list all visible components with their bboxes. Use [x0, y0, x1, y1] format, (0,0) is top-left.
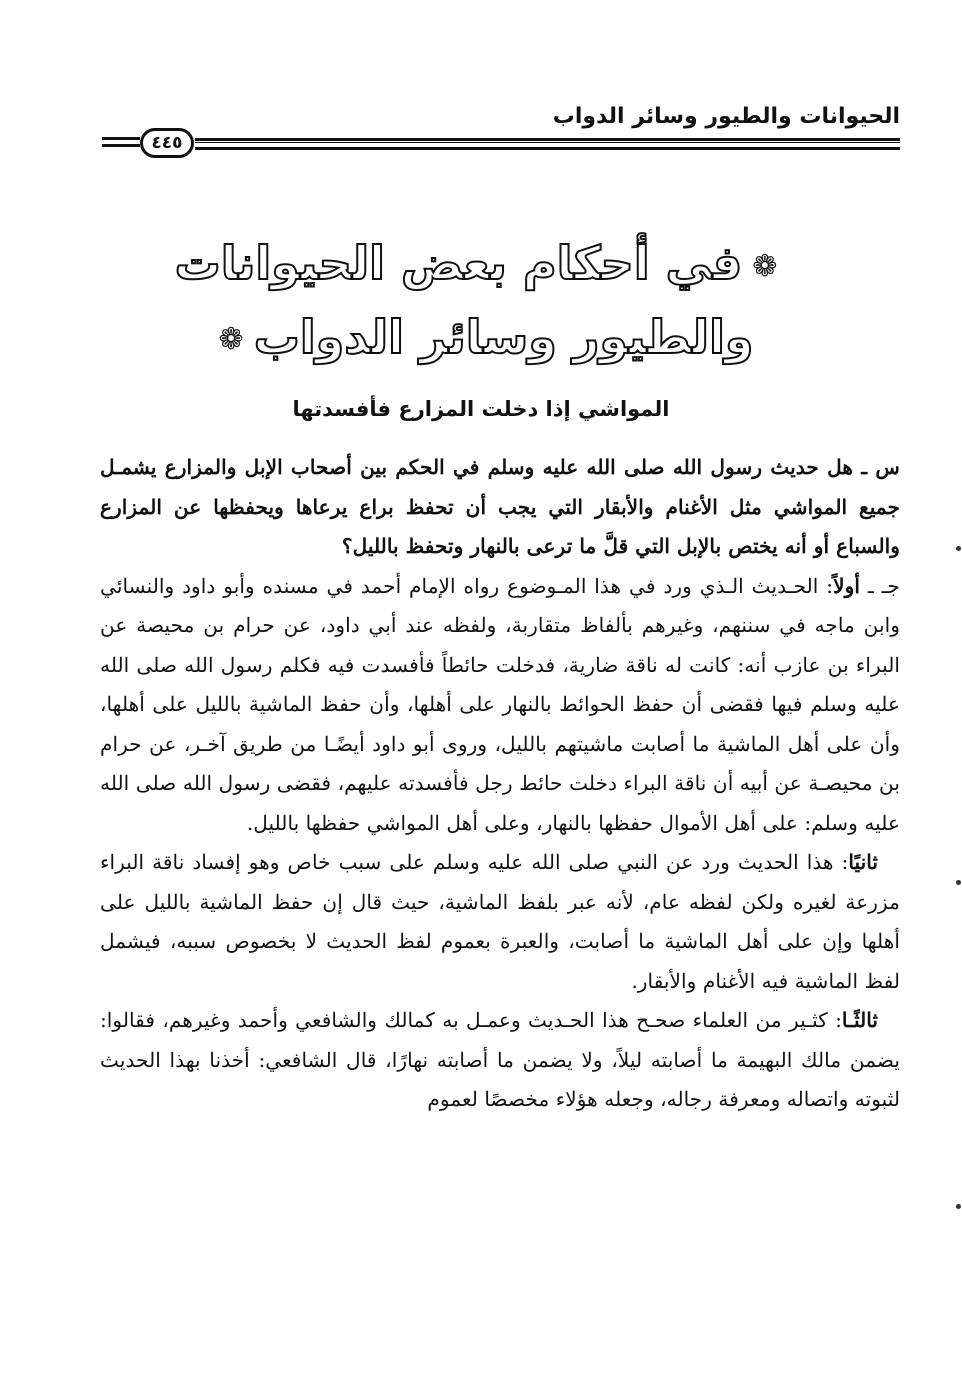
margin-mark	[956, 880, 961, 885]
header-rule	[195, 138, 900, 150]
answer-prefix: جـ ـ	[867, 573, 901, 598]
chapter-title-line-2: والطيور وسائر الدواب	[253, 309, 754, 364]
margin-mark	[956, 1204, 961, 1209]
body-text	[100, 448, 900, 1120]
answer-third-text: : كثـير من العلماء صحـح هذا الحـديث وعمـل به كمالك والشافعي وأحمد وغيرهم، فقالوا: يضمن مالك البهيمة ما أصابته ليلاً، ولا يضمن ما أصابته نهارًا، قال الشافعي: أخذنا بهذا الحديث لثبوته واتصاله ومعرفة رجاله، وجعله هؤلاء مخصصًا لعموم	[100, 1008, 900, 1111]
answer-first-paragraph	[100, 567, 900, 844]
chapter-title-line-1: في أحكام بعض الحيوانات	[174, 236, 743, 290]
section-title: المواشي إذا دخلت المزارع فأفسدتها	[292, 397, 670, 421]
ornament-open-icon: ❁	[752, 248, 778, 284]
page-number: ٤٤٥	[140, 128, 194, 158]
running-title: الحيوانات والطيور وسائر الدواب	[552, 104, 900, 129]
answer-third-paragraph	[100, 1001, 900, 1120]
header-rule-tail	[102, 137, 140, 147]
answer-second-label: ثانيًا	[848, 850, 878, 874]
answer-second-text: : هذا الحديث ورد عن النبي صلى الله عليه وسلم على سبب خاص وهو إفساد ناقة البراء مزرعة لغيره ولكن لفظه عام، لأنه عبر بلفظ الماشية، حيث قال إن حفظ الماشية بالليل على أهلها وإن على أهل الماشية ما أصابت، والعبرة بعموم لفظ الحديث لا بخصوص سببه، فيشمل لفظ الماشية فيه الأغنام والأبقار.	[100, 850, 900, 993]
margin-mark	[956, 546, 961, 551]
ornament-close-icon: ❁	[218, 322, 244, 357]
chapter-heading-line-1	[150, 228, 812, 302]
answer-third-label: ثالثًـا	[841, 1008, 878, 1032]
answer-first-text: : الحـديث الـذي ورد في هذا المـوضوع رواه الإمام أحمد في مسنده وأبو داود والنسائي وابن ماجه في سننهم، وغيرهم بألفاظ متقاربة، ولفظه عند أبي داود، عن حرام بن محيصة عن البراء بن عازب أنه: كانت له ناقة ضارية، فدخلت حائطاً فأفسدت فيه فكلم رسول الله صلى الله عليه وسلم فيها فقضى أن حفظ الحوائط بالنهار على أهلها، وأن حفظ الماشية بالليل على أهلها، وأن على أهل الماشية ما أصابت ماشيتهم بالليل، وروى أبو داود أيضًـا من طريق آخـر، عن حرام بن محيصـة عن أبيه أن ناقة البراء دخلت حائط رجل فأفسدته عليهم، فقضى رسول الله صلى الله عليه وسلم: على أهل الأموال حفظها بالنهار، وعلى أهل المواشي حفظها بالليل.	[100, 573, 900, 835]
answer-second-paragraph	[100, 843, 900, 1001]
running-header	[100, 100, 900, 160]
chapter-heading	[150, 228, 812, 375]
chapter-heading-line-2	[150, 302, 812, 376]
answer-first-label: أولاً	[833, 573, 860, 598]
question-paragraph: س ـ هل حديث رسول الله صلى الله عليه وسلم في الحكم بين أصحاب الإبل والمزارع يشمـل جميع المواشي مثل الأغنام والأبقار التي يجب أن تحفظ براع يرعاها ويحفظها عن المزارع والسباع أو أنه يختص بالإبل التي قلَّ ما ترعى بالنهار وتحفظ بالليل؟	[100, 455, 900, 558]
